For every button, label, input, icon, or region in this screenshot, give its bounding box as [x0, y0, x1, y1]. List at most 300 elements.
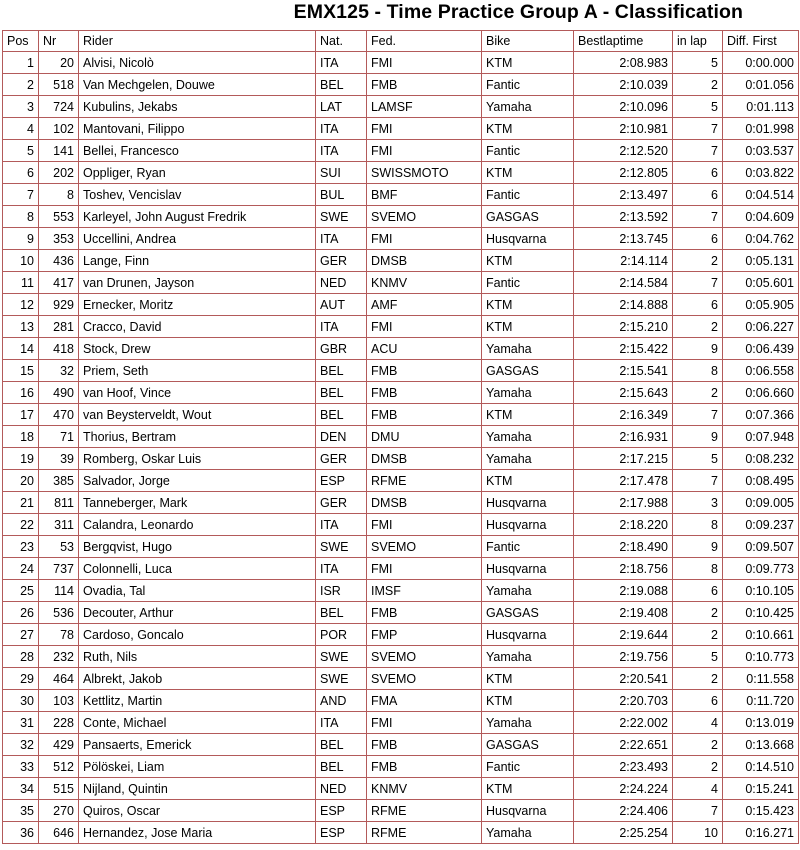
cell-rider: Nijland, Quintin	[79, 778, 316, 800]
cell-bike: Fantic	[482, 536, 574, 558]
cell-nat: AND	[316, 690, 367, 712]
cell-nr: 32	[39, 360, 79, 382]
table-row	[3, 382, 799, 404]
cell-in-lap: 6	[673, 690, 723, 712]
cell-nat: GBR	[316, 338, 367, 360]
cell-rider: Kettlitz, Martin	[79, 690, 316, 712]
table-row	[3, 338, 799, 360]
cell-rider: Salvador, Jorge	[79, 470, 316, 492]
table-row	[3, 360, 799, 382]
cell-nat: GER	[316, 492, 367, 514]
cell-fed: KNMV	[367, 778, 482, 800]
cell-bestlaptime: 2:17.988	[574, 492, 673, 514]
cell-rider: Decouter, Arthur	[79, 602, 316, 624]
cell-bestlaptime: 2:13.745	[574, 228, 673, 250]
cell-pos: 33	[3, 756, 39, 778]
cell-pos: 15	[3, 360, 39, 382]
cell-pos: 34	[3, 778, 39, 800]
cell-nr: 418	[39, 338, 79, 360]
column-header-bike: Bike	[482, 31, 574, 52]
cell-nr: 20	[39, 52, 79, 74]
table-row	[3, 558, 799, 580]
cell-rider: Quiros, Oscar	[79, 800, 316, 822]
cell-bestlaptime: 2:19.756	[574, 646, 673, 668]
table-row	[3, 470, 799, 492]
cell-fed: IMSF	[367, 580, 482, 602]
cell-nat: AUT	[316, 294, 367, 316]
column-header-pos: Pos	[3, 31, 39, 52]
cell-rider: Priem, Seth	[79, 360, 316, 382]
cell-bike: Fantic	[482, 140, 574, 162]
cell-nat: BEL	[316, 74, 367, 96]
cell-nat: BEL	[316, 360, 367, 382]
cell-nat: SWE	[316, 206, 367, 228]
cell-bike: Fantic	[482, 74, 574, 96]
cell-in-lap: 7	[673, 206, 723, 228]
cell-nat: POR	[316, 624, 367, 646]
cell-bestlaptime: 2:18.220	[574, 514, 673, 536]
cell-bike: Yamaha	[482, 448, 574, 470]
cell-pos: 7	[3, 184, 39, 206]
cell-in-lap: 5	[673, 52, 723, 74]
table-row	[3, 294, 799, 316]
cell-rider: Conte, Michael	[79, 712, 316, 734]
cell-fed: FMB	[367, 602, 482, 624]
table-row	[3, 184, 799, 206]
cell-in-lap: 7	[673, 140, 723, 162]
cell-rider: Stock, Drew	[79, 338, 316, 360]
cell-fed: FMI	[367, 712, 482, 734]
cell-rider: Pölöskei, Liam	[79, 756, 316, 778]
cell-pos: 11	[3, 272, 39, 294]
cell-in-lap: 9	[673, 536, 723, 558]
cell-rider: Romberg, Oskar Luis	[79, 448, 316, 470]
cell-rider: van Hoof, Vince	[79, 382, 316, 404]
cell-pos: 10	[3, 250, 39, 272]
cell-pos: 1	[3, 52, 39, 74]
cell-pos: 31	[3, 712, 39, 734]
cell-fed: FMI	[367, 228, 482, 250]
cell-bestlaptime: 2:13.592	[574, 206, 673, 228]
cell-bike: KTM	[482, 118, 574, 140]
cell-fed: LAMSF	[367, 96, 482, 118]
cell-nr: 436	[39, 250, 79, 272]
cell-bike: Yamaha	[482, 382, 574, 404]
cell-nat: ISR	[316, 580, 367, 602]
cell-pos: 2	[3, 74, 39, 96]
cell-bestlaptime: 2:15.643	[574, 382, 673, 404]
cell-nat: NED	[316, 778, 367, 800]
cell-nr: 71	[39, 426, 79, 448]
cell-rider: Toshev, Vencislav	[79, 184, 316, 206]
cell-pos: 5	[3, 140, 39, 162]
cell-pos: 30	[3, 690, 39, 712]
table-row	[3, 734, 799, 756]
cell-bike: Husqvarna	[482, 228, 574, 250]
table-row	[3, 250, 799, 272]
cell-bike: GASGAS	[482, 360, 574, 382]
cell-diff-first: 0:10.425	[723, 602, 799, 624]
cell-bestlaptime: 2:15.541	[574, 360, 673, 382]
cell-nat: DEN	[316, 426, 367, 448]
cell-fed: DMSB	[367, 448, 482, 470]
cell-bestlaptime: 2:14.584	[574, 272, 673, 294]
cell-diff-first: 0:05.601	[723, 272, 799, 294]
cell-bestlaptime: 2:22.651	[574, 734, 673, 756]
cell-bike: Yamaha	[482, 580, 574, 602]
cell-pos: 27	[3, 624, 39, 646]
cell-diff-first: 0:15.241	[723, 778, 799, 800]
cell-rider: Hernandez, Jose Maria	[79, 822, 316, 844]
cell-nr: 232	[39, 646, 79, 668]
cell-rider: Ovadia, Tal	[79, 580, 316, 602]
cell-nat: GER	[316, 250, 367, 272]
table-row	[3, 228, 799, 250]
cell-diff-first: 0:07.948	[723, 426, 799, 448]
cell-in-lap: 5	[673, 448, 723, 470]
cell-nr: 518	[39, 74, 79, 96]
cell-nat: ITA	[316, 140, 367, 162]
cell-bike: Husqvarna	[482, 558, 574, 580]
cell-bike: Yamaha	[482, 646, 574, 668]
cell-bike: Fantic	[482, 272, 574, 294]
cell-pos: 19	[3, 448, 39, 470]
cell-in-lap: 4	[673, 778, 723, 800]
cell-nr: 103	[39, 690, 79, 712]
cell-in-lap: 7	[673, 404, 723, 426]
cell-bike: Yamaha	[482, 712, 574, 734]
cell-diff-first: 0:09.005	[723, 492, 799, 514]
table-row	[3, 514, 799, 536]
cell-nat: SUI	[316, 162, 367, 184]
cell-bike: Yamaha	[482, 426, 574, 448]
cell-fed: FMI	[367, 52, 482, 74]
cell-rider: Albrekt, Jakob	[79, 668, 316, 690]
cell-bike: Yamaha	[482, 96, 574, 118]
cell-in-lap: 2	[673, 756, 723, 778]
cell-nr: 536	[39, 602, 79, 624]
cell-bestlaptime: 2:10.096	[574, 96, 673, 118]
cell-in-lap: 5	[673, 96, 723, 118]
cell-diff-first: 0:13.668	[723, 734, 799, 756]
cell-fed: KNMV	[367, 272, 482, 294]
cell-nr: 228	[39, 712, 79, 734]
cell-nat: ESP	[316, 470, 367, 492]
cell-in-lap: 2	[673, 250, 723, 272]
cell-pos: 36	[3, 822, 39, 844]
cell-bike: Husqvarna	[482, 800, 574, 822]
table-row	[3, 778, 799, 800]
cell-bestlaptime: 2:15.210	[574, 316, 673, 338]
cell-in-lap: 6	[673, 294, 723, 316]
cell-nat: GER	[316, 448, 367, 470]
cell-fed: RFME	[367, 822, 482, 844]
cell-pos: 3	[3, 96, 39, 118]
cell-diff-first: 0:13.019	[723, 712, 799, 734]
cell-pos: 26	[3, 602, 39, 624]
cell-nat: BEL	[316, 602, 367, 624]
cell-bike: GASGAS	[482, 602, 574, 624]
cell-diff-first: 0:14.510	[723, 756, 799, 778]
cell-bike: Yamaha	[482, 338, 574, 360]
cell-bike: Fantic	[482, 756, 574, 778]
cell-nat: BEL	[316, 382, 367, 404]
cell-diff-first: 0:09.773	[723, 558, 799, 580]
cell-nat: NED	[316, 272, 367, 294]
cell-bike: KTM	[482, 52, 574, 74]
cell-in-lap: 2	[673, 734, 723, 756]
cell-pos: 23	[3, 536, 39, 558]
cell-fed: DMSB	[367, 250, 482, 272]
cell-diff-first: 0:15.423	[723, 800, 799, 822]
table-row	[3, 162, 799, 184]
cell-diff-first: 0:03.537	[723, 140, 799, 162]
cell-in-lap: 9	[673, 426, 723, 448]
cell-pos: 18	[3, 426, 39, 448]
cell-diff-first: 0:06.558	[723, 360, 799, 382]
table-row	[3, 52, 799, 74]
cell-bestlaptime: 2:15.422	[574, 338, 673, 360]
cell-diff-first: 0:10.773	[723, 646, 799, 668]
cell-diff-first: 0:04.514	[723, 184, 799, 206]
cell-pos: 32	[3, 734, 39, 756]
cell-in-lap: 8	[673, 514, 723, 536]
table-row	[3, 712, 799, 734]
cell-bike: KTM	[482, 294, 574, 316]
cell-nat: SWE	[316, 668, 367, 690]
cell-nr: 515	[39, 778, 79, 800]
cell-bestlaptime: 2:19.088	[574, 580, 673, 602]
table-row	[3, 448, 799, 470]
cell-pos: 13	[3, 316, 39, 338]
cell-diff-first: 0:06.439	[723, 338, 799, 360]
cell-nat: SWE	[316, 536, 367, 558]
cell-bestlaptime: 2:20.703	[574, 690, 673, 712]
cell-fed: FMB	[367, 382, 482, 404]
table-row	[3, 668, 799, 690]
table-row	[3, 140, 799, 162]
cell-pos: 21	[3, 492, 39, 514]
table-row	[3, 96, 799, 118]
cell-rider: van Beysterveldt, Wout	[79, 404, 316, 426]
cell-nr: 270	[39, 800, 79, 822]
cell-fed: FMI	[367, 140, 482, 162]
cell-nr: 553	[39, 206, 79, 228]
cell-fed: FMB	[367, 756, 482, 778]
cell-fed: SVEMO	[367, 206, 482, 228]
cell-bestlaptime: 2:13.497	[574, 184, 673, 206]
cell-diff-first: 0:03.822	[723, 162, 799, 184]
cell-bestlaptime: 2:24.406	[574, 800, 673, 822]
cell-diff-first: 0:01.056	[723, 74, 799, 96]
cell-nr: 429	[39, 734, 79, 756]
cell-fed: FMI	[367, 514, 482, 536]
cell-nat: BEL	[316, 734, 367, 756]
cell-bestlaptime: 2:19.408	[574, 602, 673, 624]
cell-nr: 78	[39, 624, 79, 646]
table-row	[3, 536, 799, 558]
cell-rider: Van Mechgelen, Douwe	[79, 74, 316, 96]
cell-nr: 141	[39, 140, 79, 162]
cell-nat: ITA	[316, 514, 367, 536]
cell-nr: 470	[39, 404, 79, 426]
cell-rider: Bergqvist, Hugo	[79, 536, 316, 558]
cell-in-lap: 6	[673, 184, 723, 206]
cell-bestlaptime: 2:24.224	[574, 778, 673, 800]
cell-in-lap: 6	[673, 228, 723, 250]
column-header-fed: Fed.	[367, 31, 482, 52]
cell-fed: SVEMO	[367, 646, 482, 668]
cell-nr: 490	[39, 382, 79, 404]
cell-nat: ITA	[316, 118, 367, 140]
cell-fed: AMF	[367, 294, 482, 316]
cell-diff-first: 0:08.232	[723, 448, 799, 470]
cell-pos: 14	[3, 338, 39, 360]
cell-in-lap: 2	[673, 74, 723, 96]
cell-rider: Colonnelli, Luca	[79, 558, 316, 580]
cell-bestlaptime: 2:17.215	[574, 448, 673, 470]
cell-in-lap: 3	[673, 492, 723, 514]
cell-pos: 8	[3, 206, 39, 228]
cell-in-lap: 4	[673, 712, 723, 734]
table-row	[3, 624, 799, 646]
cell-diff-first: 0:06.660	[723, 382, 799, 404]
cell-nr: 385	[39, 470, 79, 492]
table-row	[3, 602, 799, 624]
cell-nr: 811	[39, 492, 79, 514]
cell-in-lap: 7	[673, 272, 723, 294]
table-row	[3, 800, 799, 822]
cell-fed: FMI	[367, 558, 482, 580]
cell-diff-first: 0:11.558	[723, 668, 799, 690]
cell-diff-first: 0:10.105	[723, 580, 799, 602]
cell-nat: LAT	[316, 96, 367, 118]
cell-pos: 25	[3, 580, 39, 602]
cell-diff-first: 0:06.227	[723, 316, 799, 338]
cell-bike: KTM	[482, 690, 574, 712]
cell-nat: ITA	[316, 228, 367, 250]
table-row	[3, 690, 799, 712]
cell-nr: 8	[39, 184, 79, 206]
cell-bestlaptime: 2:08.983	[574, 52, 673, 74]
cell-nr: 737	[39, 558, 79, 580]
cell-nr: 39	[39, 448, 79, 470]
cell-rider: Calandra, Leonardo	[79, 514, 316, 536]
cell-in-lap: 6	[673, 580, 723, 602]
cell-rider: Cardoso, Goncalo	[79, 624, 316, 646]
cell-fed: DMU	[367, 426, 482, 448]
cell-pos: 9	[3, 228, 39, 250]
cell-rider: Cracco, David	[79, 316, 316, 338]
cell-nat: ITA	[316, 558, 367, 580]
cell-in-lap: 6	[673, 162, 723, 184]
cell-bestlaptime: 2:25.254	[574, 822, 673, 844]
cell-nat: BEL	[316, 404, 367, 426]
cell-fed: FMP	[367, 624, 482, 646]
cell-pos: 6	[3, 162, 39, 184]
cell-rider: Ernecker, Moritz	[79, 294, 316, 316]
cell-nr: 512	[39, 756, 79, 778]
cell-bike: Husqvarna	[482, 492, 574, 514]
cell-fed: RFME	[367, 800, 482, 822]
cell-bestlaptime: 2:18.756	[574, 558, 673, 580]
cell-bestlaptime: 2:16.349	[574, 404, 673, 426]
cell-rider: Thorius, Bertram	[79, 426, 316, 448]
cell-in-lap: 2	[673, 382, 723, 404]
page-title: EMX125 - Time Practice Group A - Classification	[293, 1, 743, 23]
table-row	[3, 492, 799, 514]
cell-bestlaptime: 2:23.493	[574, 756, 673, 778]
cell-diff-first: 0:04.609	[723, 206, 799, 228]
table-row	[3, 74, 799, 96]
cell-pos: 29	[3, 668, 39, 690]
cell-bike: KTM	[482, 668, 574, 690]
cell-nat: BUL	[316, 184, 367, 206]
cell-diff-first: 0:00.000	[723, 52, 799, 74]
cell-in-lap: 9	[673, 338, 723, 360]
cell-bestlaptime: 2:20.541	[574, 668, 673, 690]
cell-diff-first: 0:07.366	[723, 404, 799, 426]
column-header-in-lap: in lap	[673, 31, 723, 52]
cell-diff-first: 0:05.905	[723, 294, 799, 316]
cell-fed: FMB	[367, 74, 482, 96]
cell-in-lap: 2	[673, 668, 723, 690]
cell-rider: Bellei, Francesco	[79, 140, 316, 162]
cell-nr: 724	[39, 96, 79, 118]
cell-in-lap: 7	[673, 118, 723, 140]
cell-diff-first: 0:05.131	[723, 250, 799, 272]
cell-pos: 16	[3, 382, 39, 404]
cell-fed: BMF	[367, 184, 482, 206]
cell-nr: 311	[39, 514, 79, 536]
table-row	[3, 580, 799, 602]
cell-in-lap: 8	[673, 558, 723, 580]
cell-pos: 28	[3, 646, 39, 668]
cell-bike: KTM	[482, 162, 574, 184]
cell-fed: ACU	[367, 338, 482, 360]
cell-rider: Kubulins, Jekabs	[79, 96, 316, 118]
cell-in-lap: 8	[673, 360, 723, 382]
cell-fed: DMSB	[367, 492, 482, 514]
cell-pos: 24	[3, 558, 39, 580]
cell-nat: ITA	[316, 52, 367, 74]
cell-in-lap: 5	[673, 646, 723, 668]
cell-bike: KTM	[482, 778, 574, 800]
cell-bike: Yamaha	[482, 822, 574, 844]
cell-bike: KTM	[482, 250, 574, 272]
cell-in-lap: 2	[673, 602, 723, 624]
table-row	[3, 822, 799, 844]
cell-in-lap: 2	[673, 624, 723, 646]
cell-nr: 464	[39, 668, 79, 690]
cell-in-lap: 7	[673, 470, 723, 492]
cell-fed: RFME	[367, 470, 482, 492]
cell-fed: FMB	[367, 360, 482, 382]
cell-bike: GASGAS	[482, 206, 574, 228]
cell-bestlaptime: 2:12.520	[574, 140, 673, 162]
cell-rider: Mantovani, Filippo	[79, 118, 316, 140]
cell-rider: Uccellini, Andrea	[79, 228, 316, 250]
cell-rider: Tanneberger, Mark	[79, 492, 316, 514]
table-row	[3, 756, 799, 778]
table-row	[3, 426, 799, 448]
cell-nat: BEL	[316, 756, 367, 778]
cell-diff-first: 0:01.998	[723, 118, 799, 140]
cell-bestlaptime: 2:10.039	[574, 74, 673, 96]
cell-bike: GASGAS	[482, 734, 574, 756]
cell-nat: ESP	[316, 822, 367, 844]
cell-pos: 17	[3, 404, 39, 426]
